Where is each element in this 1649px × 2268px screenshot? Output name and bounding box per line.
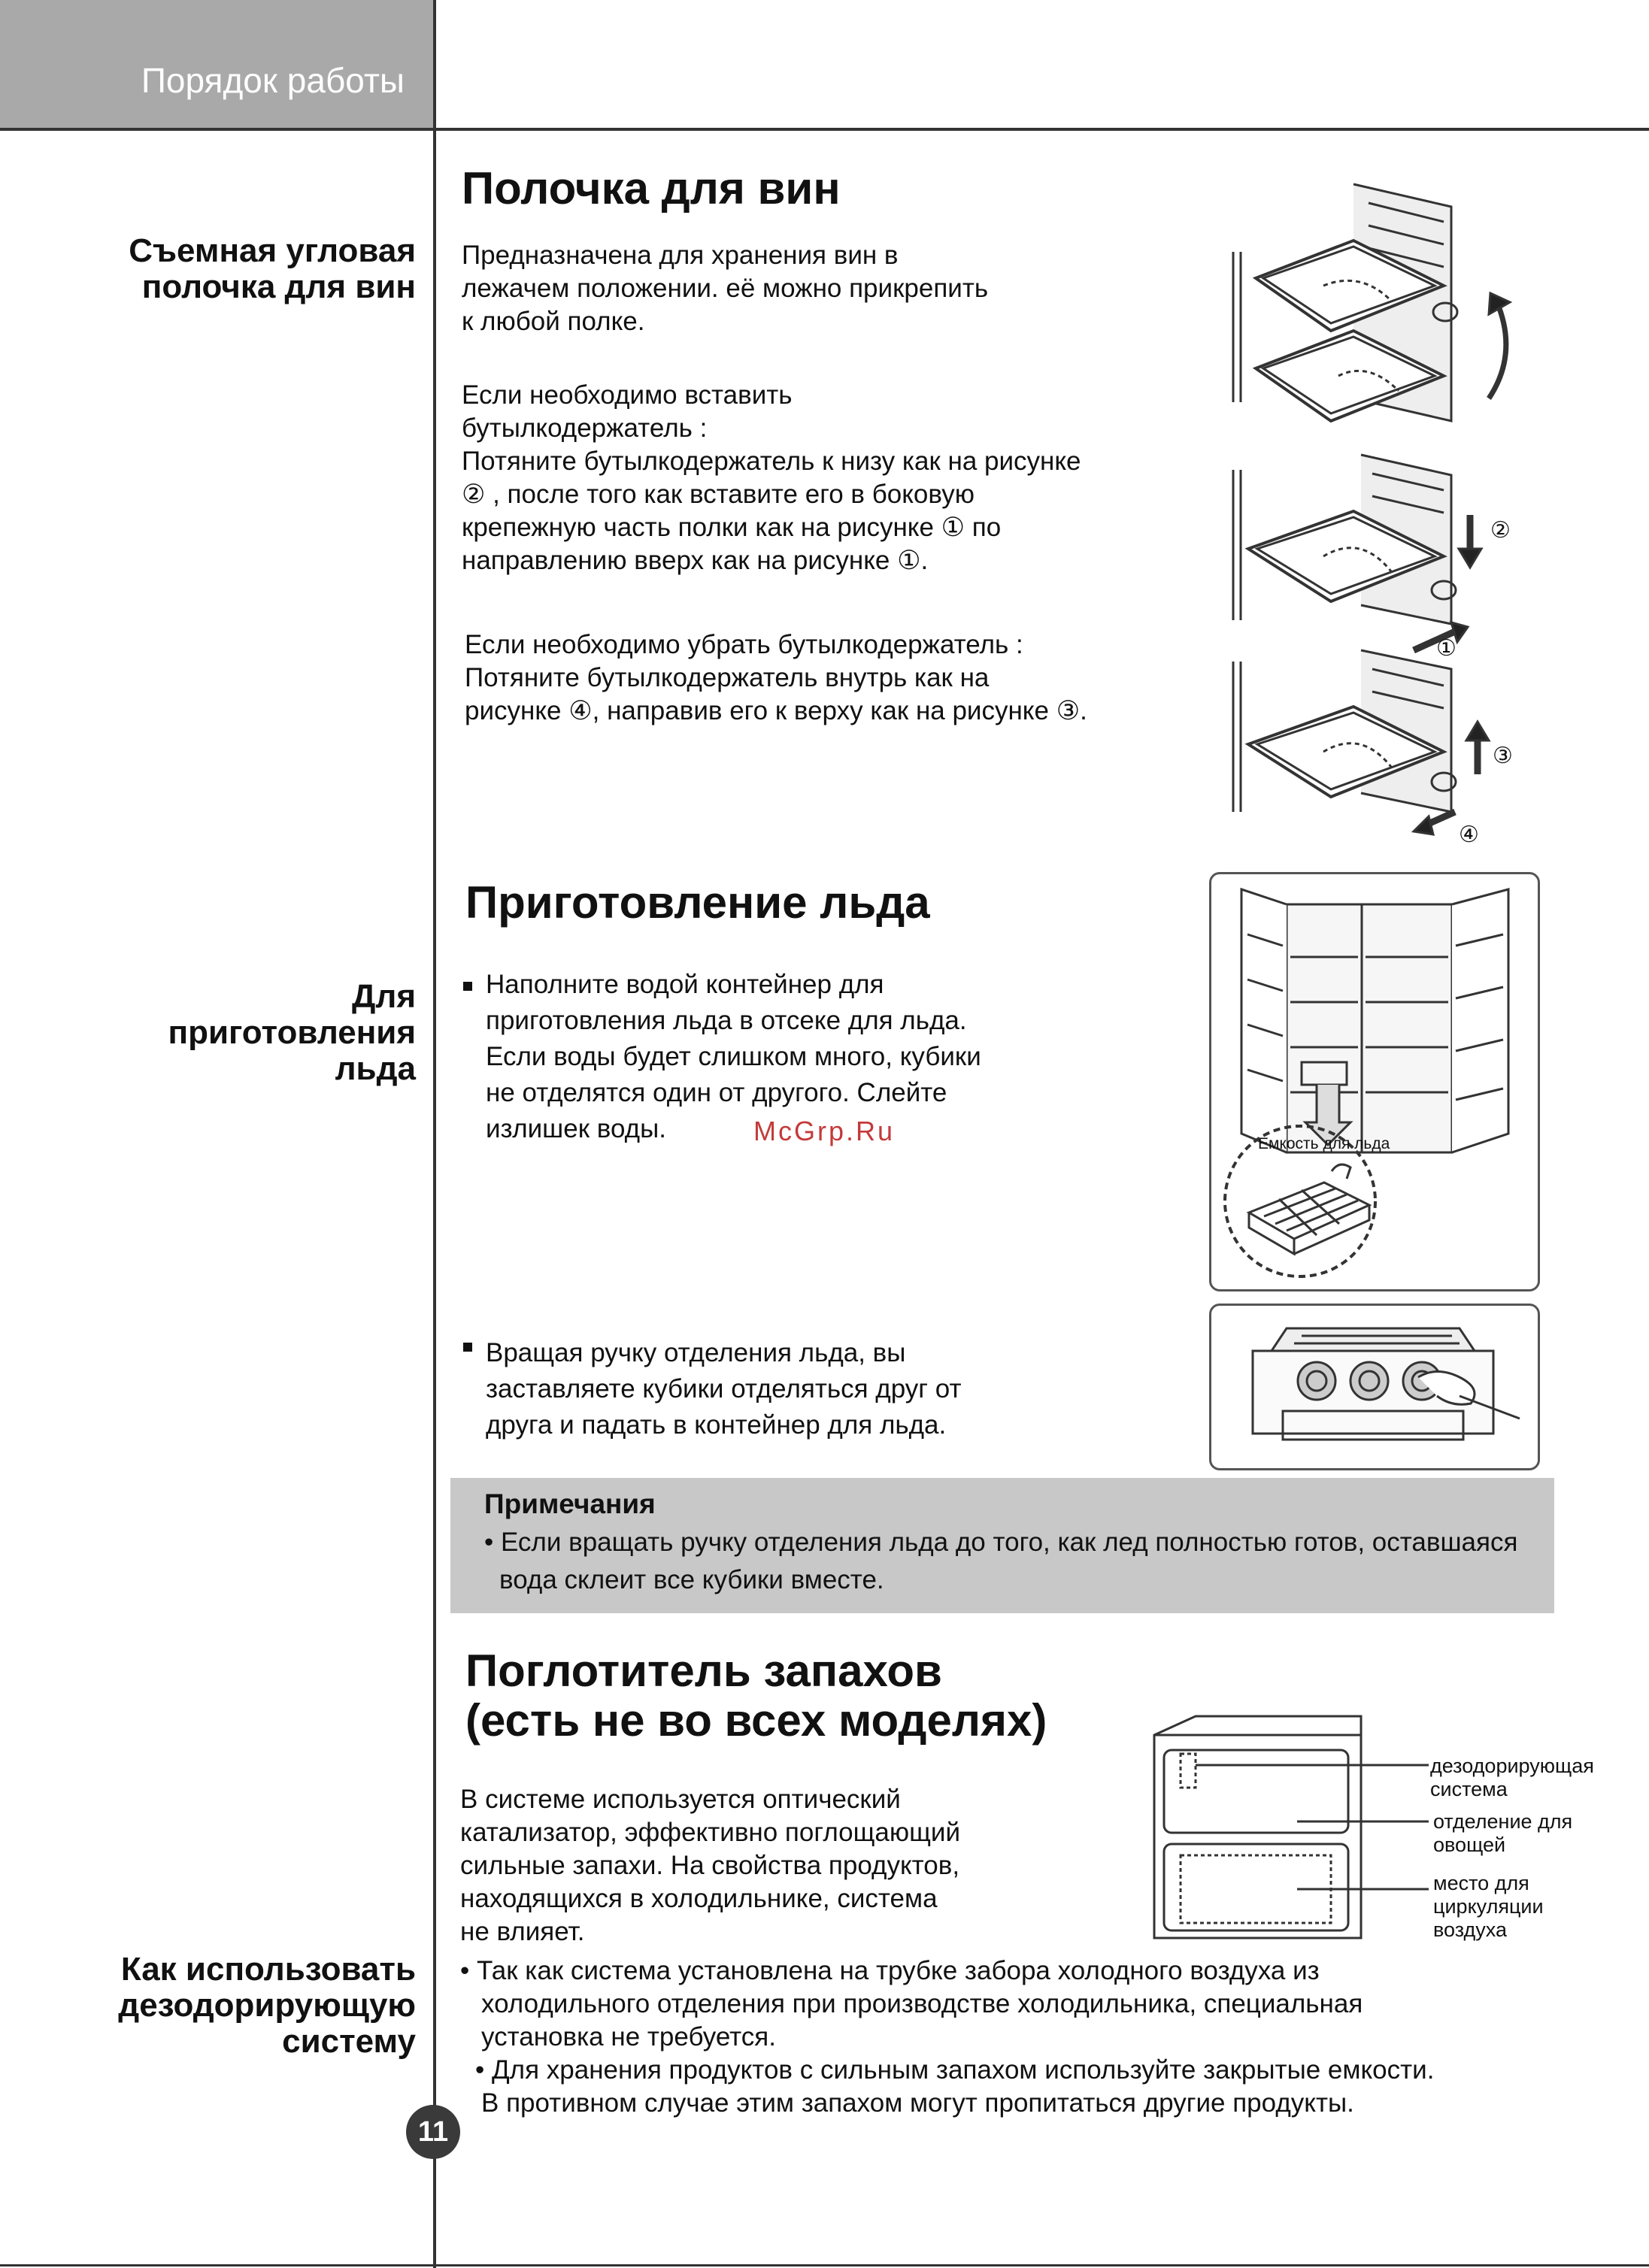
section-tab (0, 0, 435, 128)
odor-bullets: • Так как система установлена на трубке забора холодного воздуха из холодильного отделения при производстве холодильника, специальная установка не требуется. • Для хранения продуктов с сильным запахом используйте закрытые емкости. В противном случае этим запахом могут пропитаться другие продукты. (460, 1956, 1435, 2118)
ice-dial-illustration (1211, 1306, 1538, 1468)
ice-dial-figure (1209, 1304, 1540, 1470)
side-label-ice: Для приготовления льда (168, 978, 416, 1087)
fridge-illustration (1211, 874, 1538, 1289)
column-divider (433, 0, 436, 2268)
footer-divider (0, 2264, 1649, 2266)
ice-title: Приготовление льда (465, 877, 930, 928)
ice-container-label: Емкость для льда (1258, 1135, 1390, 1152)
fridge-figure (1209, 872, 1540, 1291)
label-vegetable-compartment: отделение для овощей (1433, 1810, 1573, 1856)
label-deodor-system: дезодорирующая система (1430, 1755, 1594, 1800)
wine-shelf-illustration (1226, 180, 1541, 857)
note-line-1: • Если вращать ручку отделения льда до того, как лед полностью готов, оставшаяся (484, 1528, 1518, 1557)
page-number: 11 (406, 2105, 460, 2159)
ice-bullet-1: Наполните водой контейнер для приготовления льда в отсеке для льда. Если воды будет слишком много, кубики не отделятся один от другого. Слейте излишек воды. (486, 970, 981, 1143)
wine-para-1: Предназначена для хранения вин в лежачем положении. её можно прикрепить к любой полке. (462, 241, 989, 336)
label-air-circulation: место для циркуляции воздуха (1433, 1872, 1544, 1941)
fig-mark-3: ③ (1493, 743, 1513, 769)
odor-title: Поглотитель запахов (есть не во всех моделях) (465, 1646, 1047, 1746)
bullet-square (463, 1343, 472, 1352)
wine-para-3: Если необходимо убрать бутылкодержатель : Потяните бутылкодержатель внутрь как на рисунке ④, направив его к верху как на рисунке ③. (465, 630, 1087, 725)
wine-para-2: Если необходимо вставить бутылкодержатель : Потяните бутылкодержатель к низу как на рисунке ② , после того как вставите его в боковую крепежную часть полки как на рисунке ① по направлению вверх как на рисунке ①. (462, 380, 1081, 575)
wine-title: Полочка для вин (462, 163, 841, 213)
section-title: Порядок работы (141, 61, 405, 100)
header-divider (0, 128, 1649, 131)
ice-bullet-2: Вращая ручку отделения льда, вы заставляете кубики отделяться друг от друга и падать в контейнер для льда. (486, 1338, 962, 1440)
side-label-odor: Как использовать дезодорирующую систему (118, 1951, 416, 2060)
bullet-square (463, 982, 472, 991)
note-title: Примечания (484, 1488, 656, 1519)
side-label-wine: Съемная угловая полочка для вин (129, 232, 416, 305)
odor-para: В системе используется оптический катализатор, эффективно поглощающий сильные запахи. На свойства продуктов, находящихся в холодильнике, система не влияет. (460, 1785, 961, 1946)
note-line-2: вода склеит все кубики вместе. (499, 1565, 884, 1594)
fig-mark-4: ④ (1459, 822, 1479, 848)
fig-mark-1: ① (1436, 635, 1457, 662)
watermark: McGrp.Ru (753, 1116, 896, 1146)
fig-mark-2: ② (1490, 517, 1511, 544)
